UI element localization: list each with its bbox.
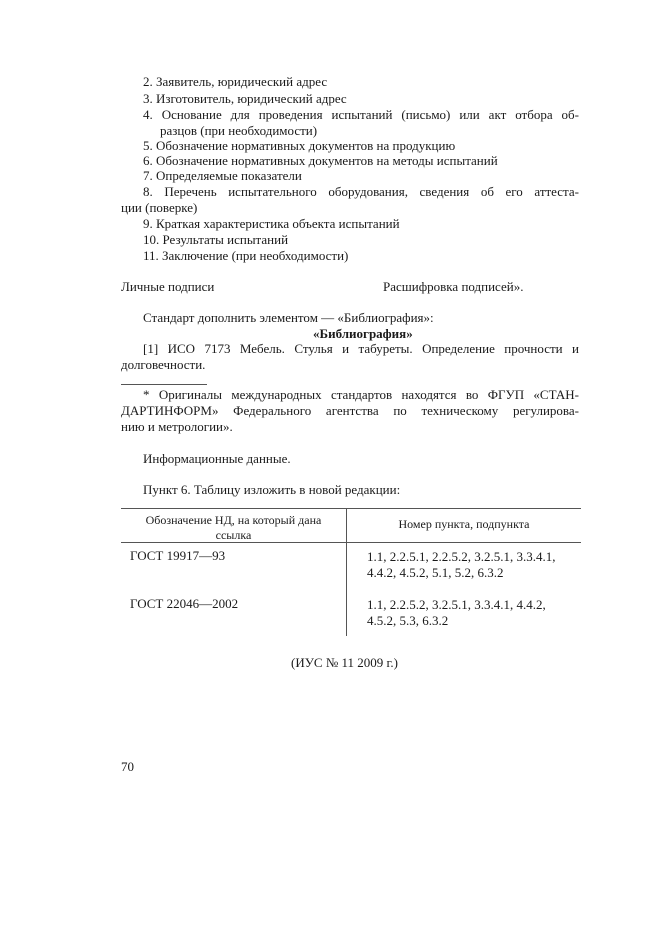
list-item-8: 8. Перечень испытательного оборудования, сведения об его аттеста- <box>143 184 579 199</box>
source-citation: (ИУС № 11 2009 г.) <box>291 655 398 670</box>
table-row-1-items-cont: 4.4.2, 4.5.2, 5.1, 5.2, 6.3.2 <box>367 565 504 580</box>
bibliography-entry: [1] ИСО 7173 Мебель. Стулья и табуреты. Определение прочности и <box>143 341 579 356</box>
footnote-line-3: нию и метрологии». <box>121 419 233 434</box>
list-item-8-cont: ции (поверке) <box>121 200 198 215</box>
footnote-line-1: * Оригиналы международных стандартов находятся во ФГУП «СТАН- <box>143 387 579 402</box>
footnote-line-2: ДАРТИНФОРМ» Федерального агентства по техническому регулирова- <box>121 403 579 418</box>
list-item-2: 2. Заявитель, юридический адрес <box>143 74 328 89</box>
info-data: Информационные данные. <box>143 451 291 466</box>
signature-right: Расшифровка подписей». <box>383 279 524 294</box>
list-item-9: 9. Краткая характеристика объекта испытаний <box>143 216 400 231</box>
table-row-1-items: 1.1, 2.2.5.1, 2.2.5.2, 3.2.5.1, 3.3.4.1, <box>367 549 556 564</box>
table-top-rule <box>121 508 581 509</box>
signature-left: Личные подписи <box>121 279 215 294</box>
table-header-right: Номер пункта, подпункта <box>398 517 530 531</box>
table-header-left-line-2: ссылка <box>215 528 252 542</box>
table-header-left-line-1: Обозначение НД, на который дана <box>145 513 322 527</box>
table-intro: Пункт 6. Таблицу изложить в новой редакции: <box>143 482 401 497</box>
list-item-4: 4. Основание для проведения испытаний (письмо) или акт отбора об- <box>143 107 579 122</box>
table-row-2-items: 1.1, 2.2.5.2, 3.2.5.1, 3.3.4.1, 4.4.2, <box>367 597 546 612</box>
list-item-5: 5. Обозначение нормативных документов на продукцию <box>143 138 456 153</box>
footnote-rule <box>121 384 207 385</box>
list-item-11: 11. Заключение (при необходимости) <box>143 248 349 263</box>
list-item-4-cont: разцов (при необходимости) <box>160 123 318 138</box>
table-row-2-doc: ГОСТ 22046—2002 <box>130 596 239 611</box>
table-header-left <box>121 513 346 543</box>
page-number: 70 <box>121 759 134 774</box>
table-row-1-doc: ГОСТ 19917—93 <box>130 548 226 563</box>
bibliography-entry-cont: долговечности. <box>121 357 206 372</box>
list-item-10: 10. Результаты испытаний <box>143 232 289 247</box>
list-item-6: 6. Обозначение нормативных документов на методы испытаний <box>143 153 498 168</box>
table-row-2-items-cont: 4.5.2, 5.3, 6.3.2 <box>367 613 449 628</box>
list-item-7: 7. Определяемые показатели <box>143 168 302 183</box>
list-item-3: 3. Изготовитель, юридический адрес <box>143 91 347 106</box>
bibliography-heading: «Библиография» <box>313 326 413 341</box>
bibliography-intro: Стандарт дополнить элементом — «Библиография»: <box>143 310 434 325</box>
